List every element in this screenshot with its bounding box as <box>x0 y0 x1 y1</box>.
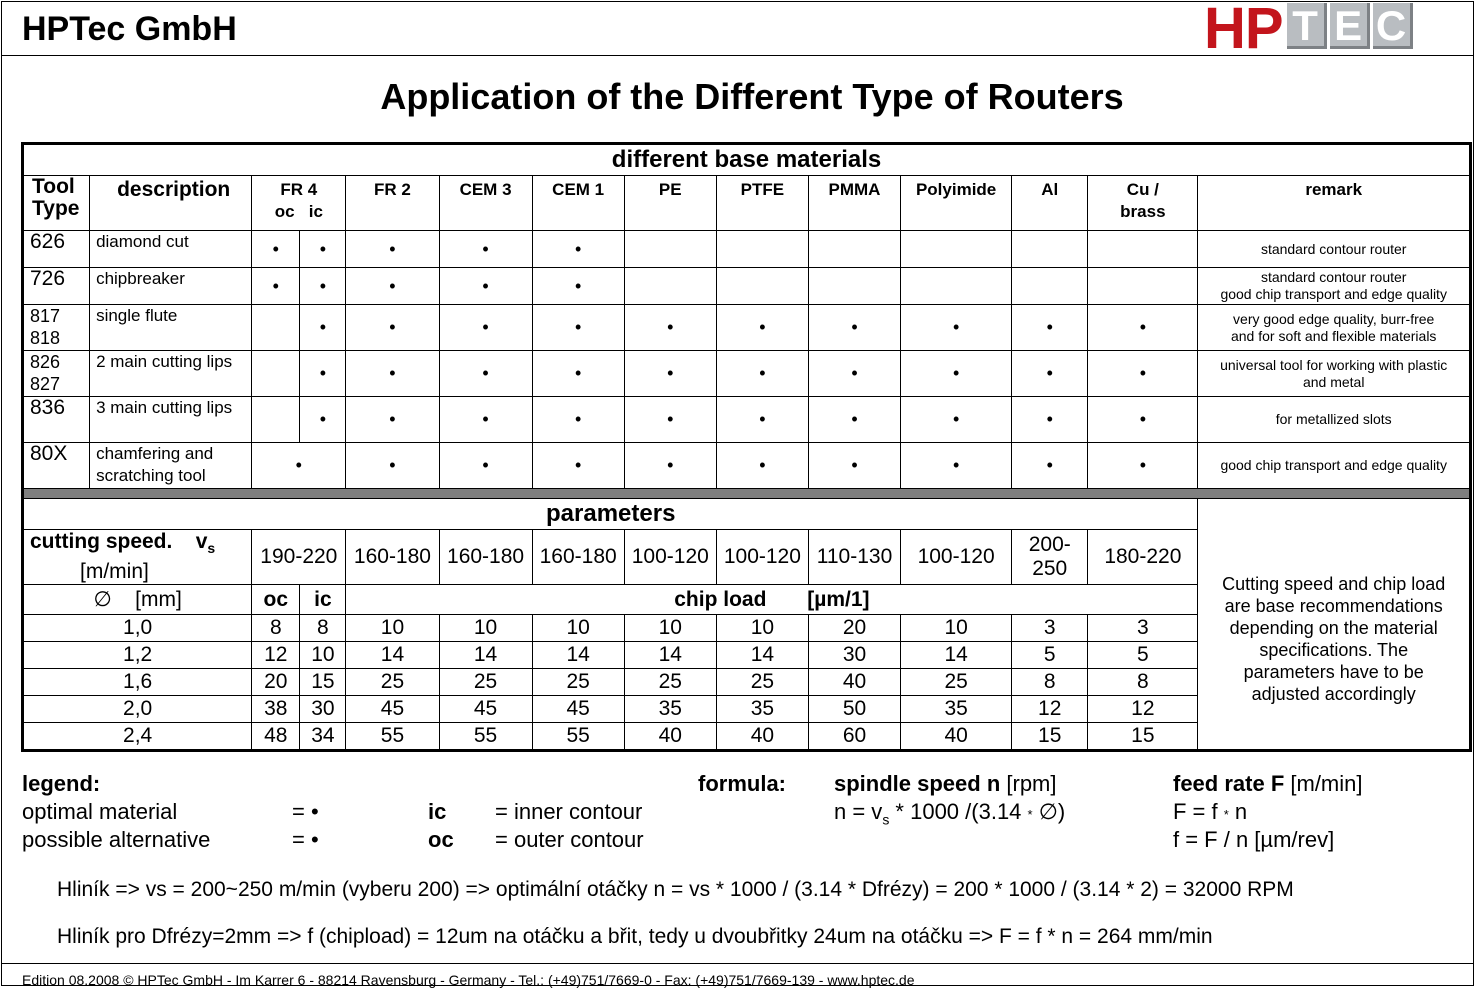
parameters-note <box>1198 530 1471 751</box>
cutting-speed-label <box>23 530 252 585</box>
chip-load-value: 14 <box>346 642 439 669</box>
logo-tile: C <box>1373 3 1413 49</box>
chip-load-value: 3 <box>1088 615 1198 642</box>
spindle-part: n = v <box>834 799 883 824</box>
chip-load-value: 10 <box>624 615 716 642</box>
suitability-dot: • <box>808 443 900 489</box>
material-header: PMMA <box>808 176 900 231</box>
suitability-dot: • <box>532 443 624 489</box>
tool-description: chamfering and scratching tool <box>90 443 252 489</box>
material-header: Polyimide <box>901 176 1012 231</box>
parameters-heading: parameters <box>23 499 1198 530</box>
tool-type <box>23 351 90 397</box>
chip-load-header <box>346 585 1198 615</box>
tool-description: 2 main cutting lips <box>90 351 252 397</box>
spindle-subscript: s <box>882 811 890 828</box>
empty-cell <box>624 231 716 268</box>
fr4-ic-label: ic <box>308 202 323 221</box>
fr4-label: FR 4 <box>280 180 318 199</box>
suitability-dot: • <box>808 397 900 443</box>
note-cell-top <box>1198 499 1471 530</box>
suitability-dot: • <box>300 231 346 268</box>
empty-cell <box>901 231 1012 268</box>
chip-load-value: 25 <box>439 669 532 696</box>
chip-load-value: 14 <box>439 642 532 669</box>
chip-load-value: 40 <box>624 723 716 751</box>
page-title: Application of the Different Type of Routers <box>380 76 1124 117</box>
legend-possible: possible alternative <box>22 827 211 852</box>
speed-value: 160-180 <box>532 530 624 585</box>
tool-remark <box>1198 443 1471 489</box>
legend-ic: ic <box>428 799 447 824</box>
suitability-dot: • <box>439 397 532 443</box>
chip-load-value: 20 <box>252 669 300 696</box>
chip-load-value: 14 <box>901 642 1012 669</box>
tool-number: 726 <box>30 267 66 290</box>
chip-load-value: 55 <box>439 723 532 751</box>
fr4-sublabels <box>252 201 345 223</box>
tool-remark <box>1198 351 1471 397</box>
diameter-value: 1,6 <box>23 669 252 696</box>
spindle-part: * 1000 /(3.14 <box>889 799 1028 824</box>
feed-star: * <box>1223 807 1229 822</box>
suitability-dot: • <box>439 305 532 351</box>
spindle-speed-unit: [rpm] <box>1000 771 1057 796</box>
chip-load-value: 35 <box>716 696 808 723</box>
feed-rate-title <box>1173 770 1363 798</box>
chip-load-value: 10 <box>532 615 624 642</box>
chip-load-value: 34 <box>300 723 346 751</box>
tool-description: single flute <box>90 305 252 351</box>
empty-cell <box>252 305 300 351</box>
note-line: depending on the material <box>1229 618 1438 639</box>
tool-number: 626 <box>30 230 66 253</box>
remark-line: standard contour router <box>1260 240 1407 257</box>
tool-number: 80X <box>30 442 68 465</box>
feed-formula-2: f = F / n [µm/rev] <box>1173 827 1335 852</box>
remark-line: standard contour router <box>1260 269 1407 285</box>
footer: Edition 08.2008 © HPTec GmbH - Im Karrer 6 - 88214 Ravensburg - Germany - Tel.: (+49)751/7669-0 - Fax: (+49)751/7669-139 - www.hptec.de <box>22 972 915 988</box>
logo-tile: T <box>1287 3 1327 49</box>
suitability-dot: • <box>300 268 346 305</box>
brass-label: brass <box>1120 202 1166 221</box>
suitability-dot: • <box>1012 351 1088 397</box>
chip-load-value: 45 <box>532 696 624 723</box>
suitability-dot: • <box>346 268 439 305</box>
suitability-dot: • <box>1088 351 1198 397</box>
fr4-oc-label: oc <box>274 202 295 221</box>
empty-cell <box>808 268 900 305</box>
empty-cell <box>1088 231 1198 268</box>
note-line: are base recommendations <box>1224 596 1443 617</box>
note-line: Cutting speed and chip load <box>1222 574 1446 595</box>
note-line: specifications. The <box>1259 640 1409 661</box>
feed-rate-bold: feed rate F <box>1173 771 1285 796</box>
empty-cell <box>1012 268 1088 305</box>
chip-load-value: 14 <box>716 642 808 669</box>
chip-load-value: 20 <box>808 615 900 642</box>
chip-load-value: 8 <box>300 615 346 642</box>
empty-cell <box>624 268 716 305</box>
remark-line: good chip transport and edge quality <box>1220 286 1447 302</box>
legend-possible-symbol: = • <box>292 827 319 852</box>
speed-value: 100-120 <box>716 530 808 585</box>
remark-line: universal tool for working with plastic <box>1220 356 1448 373</box>
tool-header-line: Type <box>32 197 80 220</box>
chip-load-value: 60 <box>808 723 900 751</box>
tool-remark <box>1198 305 1471 351</box>
suitability-dot: • <box>716 443 808 489</box>
chip-load-value: 8 <box>252 615 300 642</box>
suitability-dot: • <box>901 305 1012 351</box>
remark-line: and metal <box>1302 373 1365 390</box>
speed-value: 100-120 <box>901 530 1012 585</box>
router-row <box>23 268 1471 305</box>
vs-subscript: s <box>207 540 216 557</box>
diameter-value: 2,4 <box>23 723 252 751</box>
legend-title: legend: <box>22 771 101 796</box>
chip-load-value: 8 <box>1088 669 1198 696</box>
empty-cell <box>252 397 300 443</box>
chip-load-value: 35 <box>624 696 716 723</box>
suitability-dot: • <box>346 397 439 443</box>
chip-load-value: 25 <box>901 669 1012 696</box>
chip-load-value: 15 <box>300 669 346 696</box>
tool-description: 3 main cutting lips <box>90 397 252 443</box>
chip-load-value: 8 <box>1012 669 1088 696</box>
suitability-dot: • <box>901 443 1012 489</box>
chip-load-value: 25 <box>346 669 439 696</box>
speed-value: 160-180 <box>439 530 532 585</box>
cutting-speed-text: cutting speed. <box>30 530 173 553</box>
suitability-dot: • <box>1088 443 1198 489</box>
router-row <box>23 397 1471 443</box>
diameter-value: 1,0 <box>23 615 252 642</box>
speed-value: 160-180 <box>346 530 439 585</box>
logo-gray-tiles <box>1287 3 1416 49</box>
chip-load-value: 5 <box>1012 642 1088 669</box>
suitability-dot: • <box>716 305 808 351</box>
materials-heading: different base materials <box>23 144 1471 176</box>
tool-description: chipbreaker <box>90 268 252 305</box>
tool-number: 818 <box>30 328 61 348</box>
suitability-dot: • <box>1088 305 1198 351</box>
spindle-speed-title <box>834 770 1057 798</box>
chip-load-value: 14 <box>532 642 624 669</box>
suitability-dot: • <box>1012 397 1088 443</box>
chip-load-value: 12 <box>252 642 300 669</box>
suitability-dot: • <box>346 443 439 489</box>
chip-load-value: 10 <box>346 615 439 642</box>
speed-unit: [m/min] <box>80 560 149 584</box>
remark-line: for metallized slots <box>1275 411 1392 427</box>
legend-oc-text: = outer contour <box>495 827 644 852</box>
suitability-dot: • <box>532 397 624 443</box>
material-header: CEM 1 <box>532 176 624 231</box>
suitability-dot: • <box>252 443 346 489</box>
suitability-dot: • <box>808 305 900 351</box>
ic-header: ic <box>300 585 346 615</box>
empty-cell <box>716 268 808 305</box>
section-separator <box>23 489 1471 499</box>
chip-load-value: 25 <box>532 669 624 696</box>
suitability-dot: • <box>808 351 900 397</box>
suitability-dot: • <box>901 351 1012 397</box>
note-aluminium-feed: Hliník pro Dfrézy=2mm => f (chipload) = 12um na otáčku a břit, tedy u dvoubřitky 24um na otáčku => F = f * n = 264 mm/min <box>57 925 1213 948</box>
chip-load-value: 12 <box>1012 696 1088 723</box>
empty-cell <box>1088 268 1198 305</box>
suitability-dot: • <box>716 397 808 443</box>
tool-remark <box>1198 231 1471 268</box>
chip-load-value: 50 <box>808 696 900 723</box>
diameter-header <box>23 585 252 615</box>
suitability-dot: • <box>624 397 716 443</box>
suitability-dot: • <box>252 268 300 305</box>
material-header: PE <box>624 176 716 231</box>
logo-red-text: HP <box>1204 0 1283 61</box>
router-row <box>23 305 1471 351</box>
diameter-unit: [mm] <box>135 587 182 611</box>
chip-load-value: 15 <box>1088 723 1198 751</box>
remark-header: remark <box>1198 176 1471 231</box>
chip-load-value: 5 <box>1088 642 1198 669</box>
chip-load-value: 10 <box>439 615 532 642</box>
chip-load-unit: [µm/1] <box>807 587 870 611</box>
remark-line: very good edge quality, burr-free <box>1233 310 1435 327</box>
tool-description: diamond cut <box>90 231 252 268</box>
diameter-value: 2,0 <box>23 696 252 723</box>
tool-type-header <box>23 176 90 231</box>
cutting-speed-line <box>30 530 251 560</box>
material-header: FR 2 <box>346 176 439 231</box>
tool-type <box>23 443 90 489</box>
suitability-dot: • <box>1088 397 1198 443</box>
cu-brass-header <box>1088 176 1198 231</box>
suitability-dot: • <box>624 305 716 351</box>
tool-type <box>23 268 90 305</box>
suitability-dot: • <box>300 397 346 443</box>
chip-load-value: 55 <box>532 723 624 751</box>
speed-value: 200-250 <box>1012 530 1088 585</box>
empty-cell <box>716 231 808 268</box>
tool-remark <box>1198 268 1471 305</box>
material-header: CEM 3 <box>439 176 532 231</box>
vs-symbol: v <box>195 530 208 553</box>
suitability-dot: • <box>300 305 346 351</box>
chip-load-label: chip load <box>674 587 767 611</box>
footer-divider <box>1 963 1474 964</box>
suitability-dot: • <box>346 231 439 268</box>
speed-value: 190-220 <box>252 530 346 585</box>
logo-tile: E <box>1330 3 1370 49</box>
note-aluminium-speed: Hliník => vs = 200~250 m/min (vyberu 200) => optimální otáčky n = vs * 1000 / (3.14 * Dfrézy) = 200 * 1000 / (3.14 * 2) = 32000 RPM <box>57 878 1294 901</box>
suitability-dot: • <box>901 397 1012 443</box>
fr4-header <box>252 176 346 231</box>
speed-value: 110-130 <box>808 530 900 585</box>
tool-type <box>23 397 90 443</box>
empty-cell <box>1012 231 1088 268</box>
speed-value: 180-220 <box>1088 530 1198 585</box>
suitability-dot: • <box>532 231 624 268</box>
description-header: description <box>90 176 252 231</box>
chip-load-value: 25 <box>624 669 716 696</box>
chip-load-value: 45 <box>439 696 532 723</box>
chip-load-value: 40 <box>716 723 808 751</box>
empty-cell <box>808 231 900 268</box>
tool-type <box>23 305 90 351</box>
chip-load-value: 48 <box>252 723 300 751</box>
remark-line: good chip transport and edge quality <box>1220 457 1447 473</box>
chip-load-value: 40 <box>808 669 900 696</box>
chip-load-value: 10 <box>300 642 346 669</box>
suitability-dot: • <box>716 351 808 397</box>
material-header: Al <box>1012 176 1088 231</box>
spindle-speed-bold: spindle speed n <box>834 771 1001 796</box>
material-header: PTFE <box>716 176 808 231</box>
tool-number: 836 <box>30 396 66 419</box>
tool-type <box>23 231 90 268</box>
chip-load-value: 12 <box>1088 696 1198 723</box>
chip-load-value: 38 <box>252 696 300 723</box>
suitability-dot: • <box>439 268 532 305</box>
chip-load-value: 3 <box>1012 615 1088 642</box>
hptec-logo <box>1204 0 1416 61</box>
diameter-value: 1,2 <box>23 642 252 669</box>
router-row <box>23 351 1471 397</box>
router-row <box>23 443 1471 489</box>
suitability-dot: • <box>532 305 624 351</box>
chip-load-value: 25 <box>716 669 808 696</box>
suitability-dot: • <box>624 351 716 397</box>
tool-remark <box>1198 397 1471 443</box>
suitability-dot: • <box>1012 305 1088 351</box>
chip-load-value: 35 <box>901 696 1012 723</box>
chip-load-value: 45 <box>346 696 439 723</box>
suitability-dot: • <box>439 231 532 268</box>
spindle-star: * <box>1027 807 1033 822</box>
tool-header-line: Tool <box>32 175 75 198</box>
company-name: HPTec GmbH <box>22 10 237 48</box>
chip-load-value: 55 <box>346 723 439 751</box>
suitability-dot: • <box>624 443 716 489</box>
chip-load-value: 10 <box>901 615 1012 642</box>
diameter-icon: ∅ <box>93 587 112 611</box>
speed-value: 100-120 <box>624 530 716 585</box>
oc-header: oc <box>252 585 300 615</box>
tool-number: 817 <box>30 306 61 326</box>
chip-load-value: 15 <box>1012 723 1088 751</box>
chip-load-value: 30 <box>300 696 346 723</box>
suitability-dot: • <box>300 351 346 397</box>
note-line: parameters have to be <box>1243 662 1424 683</box>
tool-number: 826 <box>30 352 61 372</box>
feed-formula-1 <box>1173 798 1247 829</box>
suitability-dot: • <box>252 231 300 268</box>
header-divider <box>1 55 1474 56</box>
legend-oc: oc <box>428 827 454 852</box>
empty-cell <box>252 351 300 397</box>
chip-load-value: 14 <box>624 642 716 669</box>
router-row <box>23 231 1471 268</box>
legend-optimal: optimal material <box>22 799 178 824</box>
tool-number: 827 <box>30 374 61 394</box>
spindle-part: ∅) <box>1032 799 1066 824</box>
suitability-dot: • <box>532 351 624 397</box>
note-line: adjusted accordingly <box>1251 684 1416 705</box>
feed-part: F = f <box>1173 799 1224 824</box>
chip-load-value: 30 <box>808 642 900 669</box>
feed-part: n <box>1228 799 1248 824</box>
cu-label: Cu / <box>1126 180 1159 199</box>
feed-rate-unit: [m/min] <box>1284 771 1363 796</box>
suitability-dot: • <box>346 351 439 397</box>
suitability-dot: • <box>439 351 532 397</box>
remark-line: and for soft and flexible materials <box>1230 327 1437 344</box>
chip-load-value: 40 <box>901 723 1012 751</box>
legend-optimal-symbol: = • <box>292 799 319 824</box>
suitability-dot: • <box>439 443 532 489</box>
suitability-dot: • <box>532 268 624 305</box>
formula-label: formula: <box>698 771 786 796</box>
suitability-dot: • <box>346 305 439 351</box>
spindle-formula <box>834 798 1065 833</box>
router-table <box>21 142 1472 752</box>
chip-load-value: 10 <box>716 615 808 642</box>
legend-ic-text: = inner contour <box>495 799 643 824</box>
empty-cell <box>901 268 1012 305</box>
suitability-dot: • <box>1012 443 1088 489</box>
